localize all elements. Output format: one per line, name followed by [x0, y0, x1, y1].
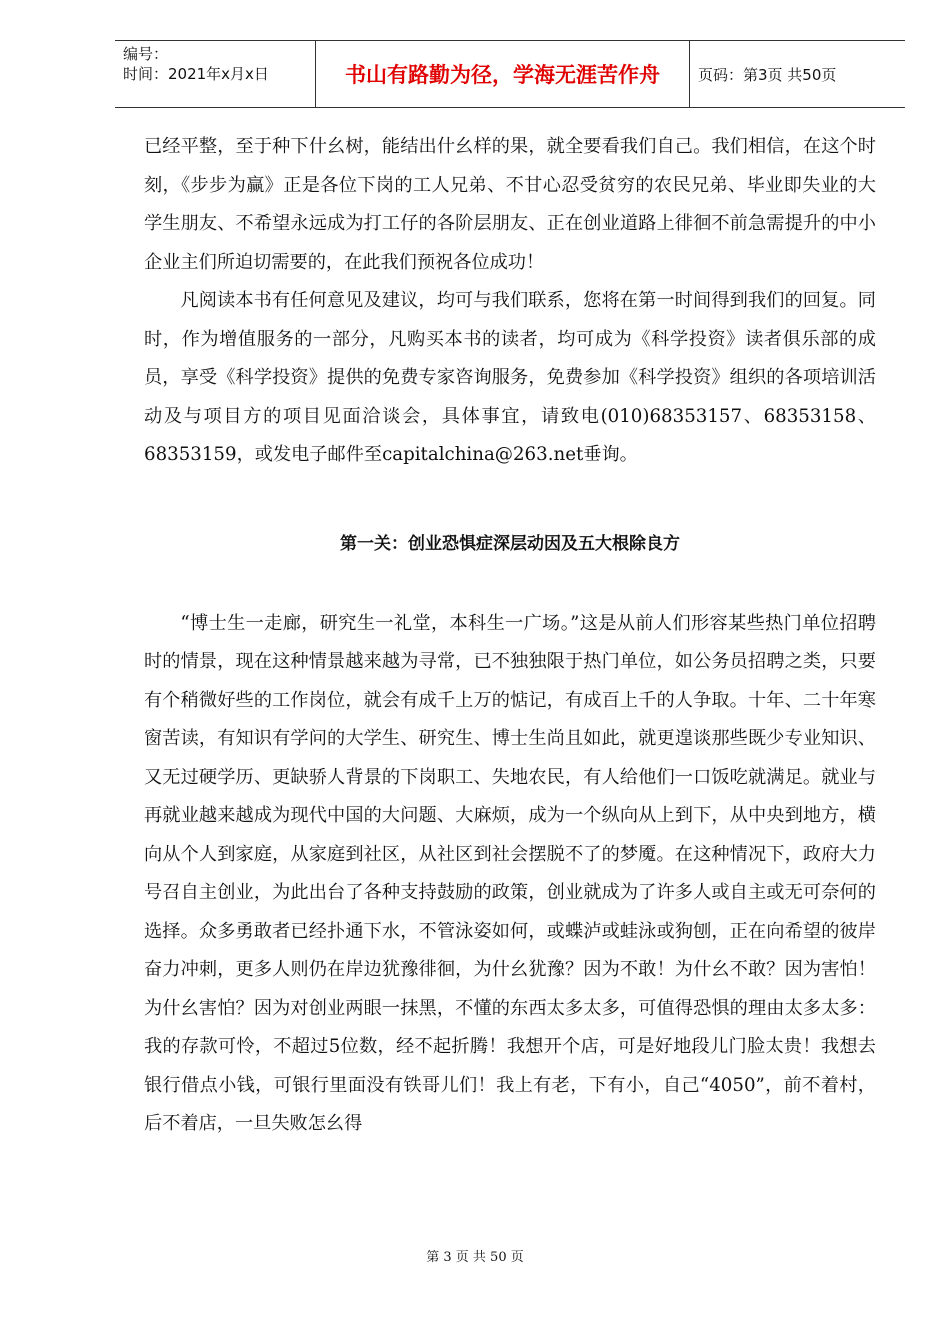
page-header — [115, 40, 905, 108]
body-paragraph-2: 凡阅读本书有任何意见及建议，均可与我们联系，您将在第一时间得到我们的回复。同时，作为增值服务的一部分，凡购买本书的读者，均可成为《科学投资》读者俱乐部的成员，享受《科学投资》提供的免费专家咨询服务，免费参加《科学投资》组织的各项培训活动及与项目方的项目见面洽谈会，具体事宜，请致电(010)68353157、68353158、68353159，或发电子邮件至capitalchina@263.net垂询。 — [144, 290, 876, 465]
header-motto: 书山有路勤为径，学海无涯苦作舟 — [315, 41, 690, 107]
header-page-label: 页码：第3页 共50页 — [698, 65, 837, 84]
body-paragraph-1: 已经平整，至于种下什幺树，能结出什幺样的果，就全要看我们自己。我们相信，在这个时刻，《步步为赢》正是各位下岗的工人兄弟、不甘心忍受贫穷的农民兄弟、毕业即失业的大学生朋友、不希望永远成为打工仔的各阶层朋友、正在创业道路上徘徊不前急需提升的中小企业主们所迫切需要的，在此我们预祝各位成功！ — [144, 136, 876, 273]
page-footer: 第 3 页 共 50 页 — [426, 1250, 524, 1265]
body-paragraph-3: “博士生一走廊，研究生一礼堂，本科生一广场。”这是从前人们形容某些热门单位招聘时的情景，现在这种情景越来越为寻常，已不独独限于热门单位，如公务员招聘之类，只要有个稍微好些的工作岗位，就会有成千上万的惦记，有成百上千的人争取。十年、二十年寒窗苦读，有知识有学问的大学生、研究生、博士生尚且如此，就更遑谈那些既少专业知识、又无过硬学历、更缺骄人背景的下岗职工、失地农民，有人给他们一口饭吃就满足。就业与再就业越来越成为现代中国的大问题、大麻烦，成为一个纵向从上到下，从中央到地方，横向从个人到家庭，从家庭到社区，从社区到社会摆脱不了的梦魇。在这种情况下，政府大力号召自主创业，为此出台了各种支持鼓励的政策，创业就成为了许多人或自主或无可奈何的选择。众多勇敢者已经扑通下水，不管泳姿如何，或蝶泸或蛙泳或狗刨，正在向希望的彼岸奋力冲刺，更多人则仍在岸边犹豫徘徊，为什幺犹豫？因为不敢！为什幺不敢？因为害怕！为什幺害怕？因为对创业两眼一抹黑，不懂的东西太多太多，可值得恐惧的理由太多太多：我的存款可怜，不超过5位数，经不起折腾！我想开个店，可是好地段儿门脸太贵！我想去银行借点小钱，可银行里面没有铁哥儿们！我上有老，下有小，自己“4050”，前不着村，后不着店，一旦失败怎幺得 — [144, 612, 876, 1134]
document-body — [144, 128, 876, 1144]
section-title: 第一关：创业恐惧症深层动因及五大根除良方 — [340, 533, 680, 554]
header-meta — [115, 41, 315, 107]
header-number-label: 编号： — [123, 45, 169, 63]
header-time-label: 时间：2021年x月x日 — [123, 65, 269, 83]
